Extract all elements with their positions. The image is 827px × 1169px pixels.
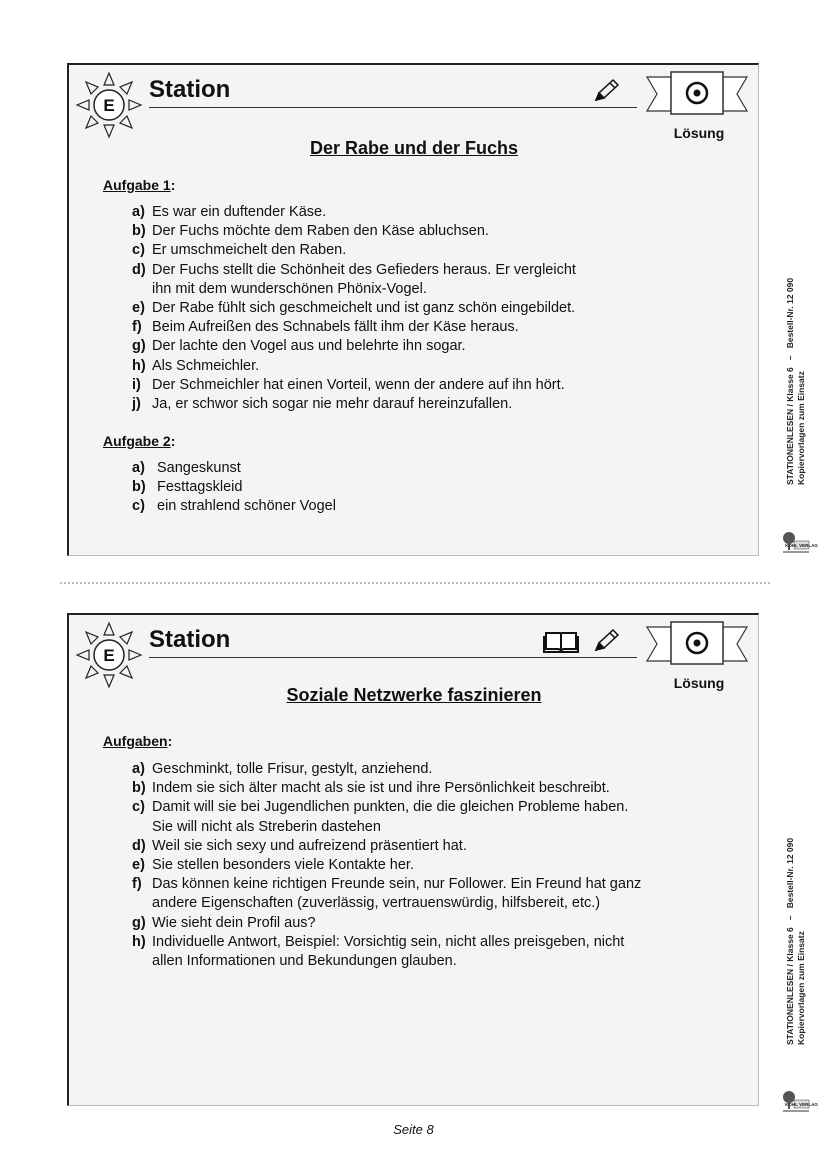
- publisher-label: KOHL VERLAG: [785, 1102, 818, 1107]
- list-item: a) Sangeskunst: [132, 460, 241, 476]
- ribbon-icon: [645, 621, 749, 669]
- list-item: j) Ja, er schwor sich sogar nie mehr darauf hereinzufallen.: [132, 396, 513, 413]
- list-item: c) Er umschmeichelt den Raben.: [132, 242, 347, 259]
- pencil-icon: [593, 627, 621, 653]
- side-caption-1: STATIONENLESEN / Klasse 6 – Bestell-Nr. 12 090 Kopiervorlagen zum Einsatz: [785, 277, 806, 485]
- list-item: d) Der Fuchs stellt die Schönheit des Gefieders heraus. Er vergleicht ihn mit dem wunderschönen Phönix-Vogel.: [132, 261, 576, 297]
- target-icon: [687, 83, 707, 103]
- list-item: g) Der lachte den Vogel aus und belehrte ihn sogar.: [132, 338, 466, 355]
- list-item: a) Geschminkt, tolle Frisur, gestylt, anziehend.: [132, 761, 433, 777]
- task-label: Aufgaben:: [103, 733, 173, 749]
- station-card-2: [67, 613, 759, 1106]
- list-item: d) Weil sie sich sexy und aufreizend präsentiert hat.: [132, 837, 467, 854]
- list-item: e) Sie stellen besonders viele Kontakte her.: [132, 857, 414, 874]
- page-divider: [60, 582, 770, 584]
- task-label-2: Aufgabe 2:: [103, 433, 176, 449]
- title-underline: [149, 107, 637, 108]
- publisher-label: KOHL VERLAG: [785, 543, 818, 548]
- list-item: i) Der Schmeichler hat einen Vorteil, wenn der andere auf ihn hört.: [132, 376, 565, 393]
- list-item: b) Indem sie sich älter macht als sie ist und ihre Persönlichkeit beschreibt.: [132, 780, 610, 797]
- list-item: f) Beim Aufreißen des Schnabels fällt ihm der Käse heraus.: [132, 319, 519, 336]
- title-underline: [149, 657, 637, 658]
- answer-list: [132, 760, 641, 971]
- book-icon: [543, 629, 579, 655]
- ribbon-icon: [645, 71, 749, 119]
- card-heading: Soziale Netzwerke faszinieren: [286, 685, 542, 705]
- ribbon-label: Lösung: [673, 125, 725, 141]
- badge-letter: E: [103, 96, 115, 115]
- answer-list-task1: [132, 203, 576, 414]
- target-icon: [687, 633, 707, 653]
- card-heading: Der Rabe und der Fuchs: [309, 138, 519, 158]
- list-item: g) Wie sieht dein Profil aus?: [132, 914, 316, 931]
- page-number: Seite 8: [393, 1122, 434, 1137]
- side-caption-2: STATIONENLESEN / Klasse 6 – Bestell-Nr. 12 090 Kopiervorlagen zum Einsatz: [785, 837, 806, 1045]
- list-item: a) Es war ein duftender Käse.: [132, 204, 327, 220]
- tree-logo-icon: [781, 1089, 818, 1113]
- ribbon-label: Lösung: [673, 675, 725, 691]
- tree-logo-icon: [781, 530, 818, 554]
- list-item: e) Der Rabe fühlt sich geschmeichelt und ist ganz schön eingebildet.: [132, 300, 576, 317]
- list-item: c) Damit will sie bei Jugendlichen punkten, die die gleichen Probleme haben. Sie will nicht als Streberin dastehen: [132, 799, 629, 835]
- sun-badge-icon: [75, 71, 143, 139]
- pencil-icon: [593, 77, 621, 103]
- task-label-1: Aufgabe 1:: [103, 177, 176, 193]
- list-item: b) Festtagskleid: [132, 479, 243, 496]
- list-item: b) Der Fuchs möchte dem Raben den Käse abluchsen.: [132, 223, 489, 240]
- answer-list-task2: [132, 459, 336, 517]
- station-title: Station: [149, 626, 231, 653]
- badge-letter: E: [103, 646, 115, 665]
- sun-badge-icon: [75, 621, 143, 689]
- list-item: c) ein strahlend schöner Vogel: [132, 498, 336, 515]
- station-card-1: [67, 63, 759, 556]
- list-item: f) Das können keine richtigen Freunde sein, nur Follower. Ein Freund hat ganz andere Eigenschaften (zuverlässig, vertrauenswürdig, hilfsbereit, etc.): [132, 876, 642, 912]
- list-item: h) Als Schmeichler.: [132, 357, 260, 374]
- list-item: h) Individuelle Antwort, Beispiel: Vorsichtig sein, nicht alles preisgeben, nicht allen Informationen und Bekundungen glauben.: [132, 933, 625, 970]
- station-title: Station: [149, 76, 231, 103]
